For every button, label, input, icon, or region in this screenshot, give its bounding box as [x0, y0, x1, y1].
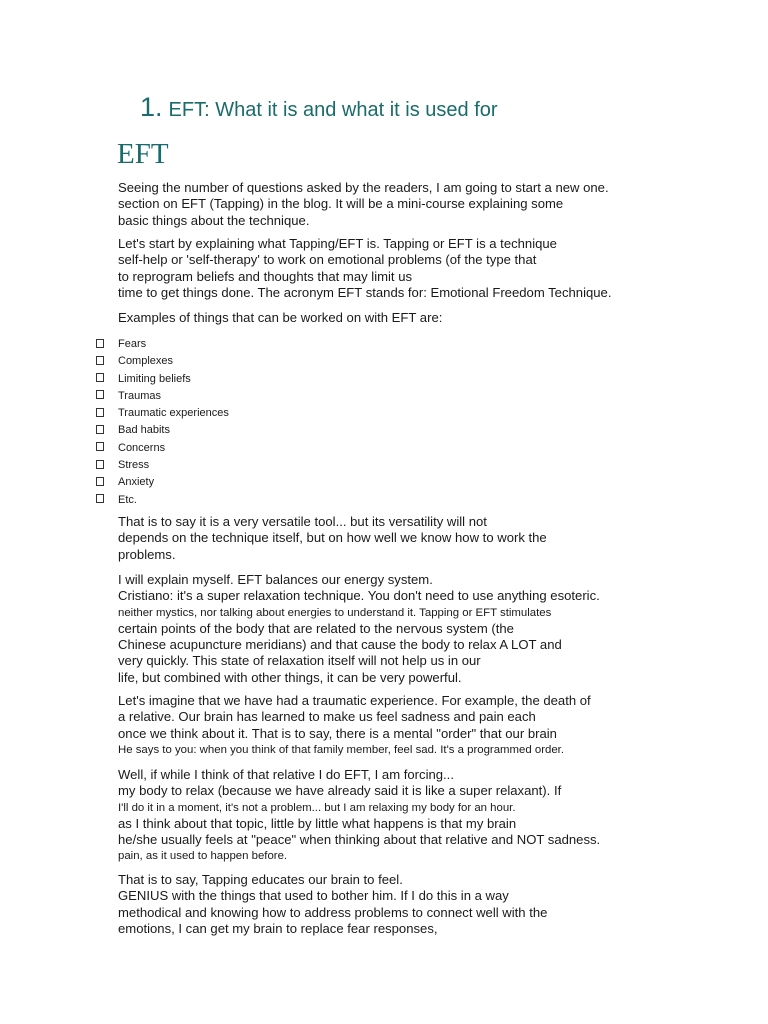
list-item-label: Anxiety [118, 476, 155, 489]
paragraph-line: Cristiano: it's a super relaxation technique. You don't need to use anything esoteric. [118, 588, 600, 604]
paragraph-traumatic-example [118, 693, 591, 758]
paragraph-examples-intro [118, 310, 442, 326]
paragraph-line: certain points of the body that are related to the nervous system (the [118, 620, 514, 636]
paragraph-line: Chinese acupuncture meridians) and that cause the body to relax A LOT and [118, 637, 562, 653]
paragraph-line: Seeing the number of questions asked by the readers, I am going to start a new one. [118, 180, 609, 195]
paragraph-what-is-eft [118, 236, 611, 301]
list-item-label: Stress [118, 459, 150, 472]
list-item-label: Fears [118, 338, 147, 350]
paragraph-line: I'll do it in a moment, it's not a problem... but I am relaxing my body for an hour. [118, 801, 516, 814]
list-item [96, 353, 229, 370]
list-item-label: Concerns [118, 441, 166, 454]
checkbox-bullet-icon [96, 390, 104, 399]
page-title: EFT [117, 138, 169, 170]
paragraph-line: emotions, I can get my brain to replace fear responses, [118, 920, 438, 936]
checkbox-bullet-icon [96, 477, 104, 486]
paragraph-line: Well, if while I think of that relative I do EFT, I am forcing... [118, 767, 454, 782]
paragraph-line: He says to you: when you think of that family member, feel sad. It's a programmed order. [118, 743, 564, 756]
paragraph-line: my body to relax (because we have already said it is like a super relaxant). If [118, 783, 562, 799]
checkbox-bullet-icon [96, 494, 104, 503]
checkbox-bullet-icon [96, 425, 104, 434]
checkbox-bullet-icon [96, 460, 104, 469]
list-item-label: Complexes [118, 355, 174, 368]
paragraph-line: neither mystics, nor talking about energies to understand it. Tapping or EFT stimulates [118, 606, 552, 619]
list-item-label: Bad habits [118, 424, 170, 437]
list-item-label: Traumatic experiences [118, 407, 229, 420]
paragraph-line: pain, as it used to happen before. [118, 850, 288, 863]
paragraph-intro [118, 180, 609, 229]
paragraph-line: very quickly. This state of relaxation itself will not help us in our [118, 653, 481, 669]
paragraph-line: he/she usually feels at "peace" when thinking about that relative and NOT sadness. [118, 832, 601, 848]
list-item-label: Traumas [118, 389, 161, 402]
paragraph-line: as I think about that topic, little by little what happens is that my brain [118, 815, 517, 831]
paragraph-line: Let's start by explaining what Tapping/EFT is. Tapping or EFT is a technique [118, 236, 557, 251]
paragraph-line: a relative. Our brain has learned to make us feel sadness and pain each [118, 709, 536, 725]
paragraph-line: depends on the technique itself, but on how well we know how to work the [118, 530, 547, 546]
paragraph-line: section on EFT (Tapping) in the blog. It will be a mini-course explaining some [118, 196, 564, 212]
paragraph-line: problems. [118, 546, 176, 562]
paragraph-line: That is to say it is a very versatile tool... but its versatility will not [118, 514, 487, 529]
paragraph-line: self-help or 'self-therapy' to work on emotional problems (of the type that [118, 252, 537, 268]
list-item [96, 440, 229, 457]
list-item [96, 336, 229, 353]
list-item-label: Limiting beliefs [118, 372, 191, 385]
list-item [96, 422, 229, 439]
paragraph-line: I will explain myself. EFT balances our energy system. [118, 572, 433, 587]
list-item [96, 388, 229, 405]
list-item [96, 457, 229, 474]
list-item [96, 405, 229, 422]
paragraph-relax-body [118, 767, 600, 865]
section-number: 1. [140, 92, 163, 122]
paragraph-tapping-educates [118, 872, 547, 937]
paragraph-explain-myself [118, 572, 600, 686]
paragraph-line: GENIUS with the things that used to bother him. If I do this in a way [118, 888, 509, 904]
checkbox-bullet-icon [96, 373, 104, 382]
paragraph-line: life, but combined with other things, it can be very powerful. [118, 669, 462, 685]
checkbox-bullet-icon [96, 442, 104, 451]
examples-list [96, 336, 229, 509]
list-item [96, 492, 229, 509]
checkbox-bullet-icon [96, 339, 104, 348]
list-item [96, 371, 229, 388]
paragraph-versatile-tool [118, 514, 547, 563]
checkbox-bullet-icon [96, 356, 104, 365]
paragraph-line: to reprogram beliefs and thoughts that may limit us [118, 268, 413, 284]
paragraph-line: That is to say, Tapping educates our brain to feel. [118, 872, 403, 887]
paragraph-line: methodical and knowing how to address problems to connect well with the [118, 904, 548, 920]
section-heading [140, 92, 498, 123]
section-heading-text: EFT: What it is and what it is used for [168, 99, 498, 121]
paragraph-line: Examples of things that can be worked on with EFT are: [118, 310, 443, 325]
checkbox-bullet-icon [96, 408, 104, 417]
paragraph-line: time to get things done. The acronym EFT stands for: Emotional Freedom Technique. [118, 284, 612, 300]
paragraph-line: basic things about the technique. [118, 212, 310, 228]
paragraph-line: Let's imagine that we have had a traumatic experience. For example, the death of [118, 693, 591, 708]
list-item [96, 474, 229, 491]
paragraph-line: once we think about it. That is to say, there is a mental "order" that our brain [118, 725, 557, 741]
list-item-label: Etc. [118, 493, 137, 506]
